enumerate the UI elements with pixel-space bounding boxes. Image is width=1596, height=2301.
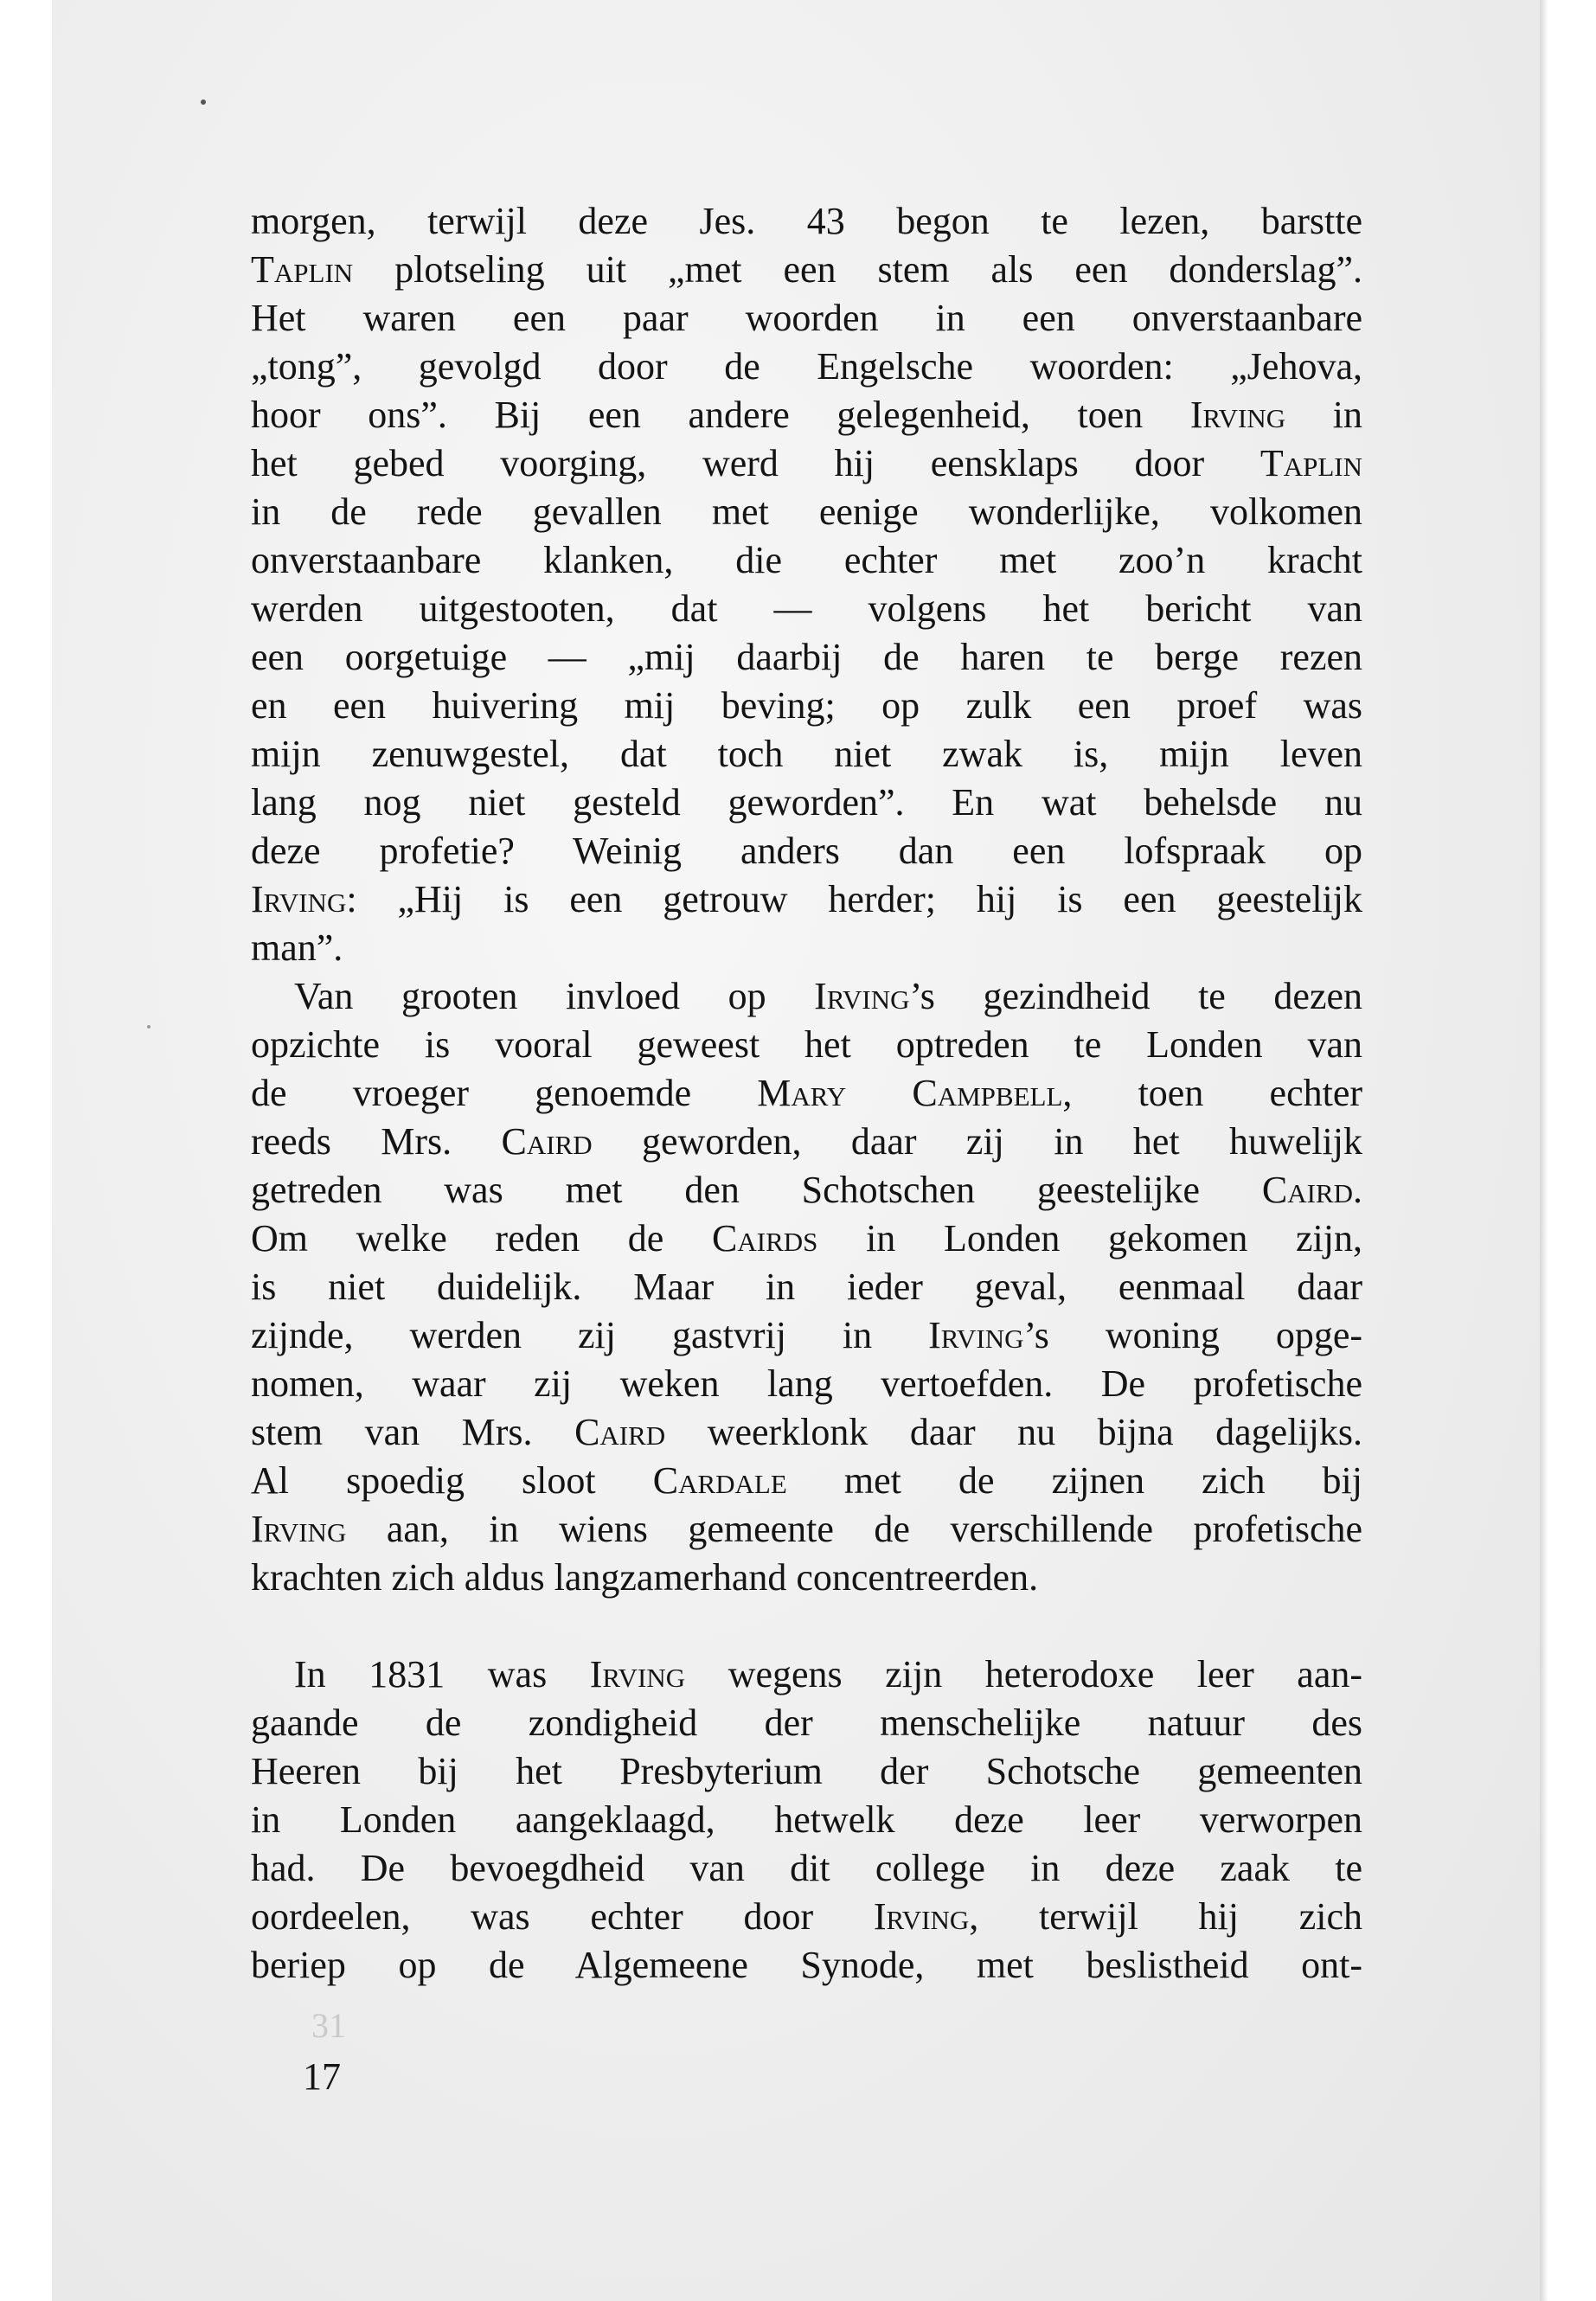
text-line <box>251 1021 1362 1069</box>
text-run: Om welke reden de <box>251 1217 713 1259</box>
text-line <box>251 1166 1362 1215</box>
book-page <box>52 0 1540 2301</box>
text-run: morgen, terwijl deze Jes. 43 begon te lezen, barstte <box>251 200 1362 242</box>
text-run: In 1831 was <box>294 1653 590 1695</box>
text-run: plotseling uit „met een stem als een donderslag”. <box>353 248 1362 291</box>
text-run: is niet duidelijk. Maar in ieder geval, eenmaal daar <box>251 1266 1362 1308</box>
text-run: ’s woning opge- <box>1023 1314 1362 1356</box>
text-line <box>251 439 1362 488</box>
text-run: nomen, waar zij weken lang vertoefden. De profetische <box>251 1362 1362 1405</box>
text-run: lang nog niet gesteld geworden”. En wat behelsde nu <box>251 781 1362 824</box>
text-line <box>251 779 1362 827</box>
text-run: onverstaanbare klanken, die echter met zoo’n kracht <box>251 539 1362 581</box>
text-line <box>251 585 1362 633</box>
text-line <box>251 1408 1362 1457</box>
text-line <box>251 875 1362 924</box>
text-run: Al spoedig sloot <box>251 1459 653 1502</box>
text-line <box>251 488 1362 536</box>
small-caps-name: Taplin <box>1259 442 1362 484</box>
text-line <box>251 197 1362 246</box>
text-run: : „Hij is een getrouw herder; hij is een geestelijk <box>346 878 1362 920</box>
small-caps-name: Irving <box>251 1508 347 1550</box>
text-run: in de rede gevallen met eenige wonderlijke, volkomen <box>251 490 1362 533</box>
text-line <box>251 343 1362 391</box>
text-run: aan, in wiens gemeente de verschillende profetische <box>346 1508 1362 1550</box>
small-caps-name: Caird <box>574 1411 666 1453</box>
text-run: opzichte is vooral geweest het optreden te Londen van <box>251 1023 1362 1066</box>
text-run: Het waren een paar woorden in een onverstaanbare <box>251 297 1362 339</box>
text-line <box>251 391 1362 439</box>
text-line <box>251 1069 1362 1118</box>
page-edge <box>1540 0 1548 2301</box>
small-caps-name: Mary Campbell <box>757 1072 1063 1114</box>
small-caps-name: Caird <box>1261 1169 1353 1211</box>
text-run: ’s gezindheid te dezen <box>909 975 1363 1017</box>
text-line <box>251 1941 1362 1990</box>
text-run: . <box>1353 1169 1362 1211</box>
small-caps-name: Irving <box>814 975 910 1017</box>
text-line <box>251 682 1362 730</box>
text-line <box>251 1554 1362 1602</box>
text-run: zijnde, werden zij gastvrij in <box>251 1314 929 1356</box>
text-run: oordeelen, was echter door <box>251 1895 874 1938</box>
text-line <box>251 1311 1362 1360</box>
text-line <box>251 924 1362 972</box>
ink-speck <box>147 1025 151 1029</box>
text-line <box>251 730 1362 779</box>
small-caps-name: Cardale <box>652 1459 787 1502</box>
text-run: gaande de zondigheid der menschelijke natuur des <box>251 1702 1362 1744</box>
text-run: in Londen aangeklaagd, hetwelk deze leer verworpen <box>251 1798 1362 1841</box>
text-line <box>251 1699 1362 1747</box>
text-run: werden uitgestooten, dat — volgens het bericht van <box>251 587 1362 630</box>
text-run: mijn zenuwgestel, dat toch niet zwak is, mijn leven <box>251 733 1362 775</box>
text-run: geworden, daar zij in het huwelijk <box>592 1120 1362 1163</box>
text-line <box>251 827 1362 875</box>
text-line <box>251 972 1362 1021</box>
text-line <box>251 294 1362 343</box>
small-caps-name: Caird <box>501 1120 593 1163</box>
text-run: getreden was met den Schotschen geestelijke <box>251 1169 1262 1211</box>
text-run: krachten zich aldus langzamerhand concentreerden. <box>251 1556 1039 1599</box>
text-run: reeds Mrs. <box>251 1120 502 1163</box>
paragraph-gap <box>251 1602 1362 1650</box>
text-line <box>251 1118 1362 1166</box>
text-run: wegens zijn heterodoxe leer aan- <box>685 1653 1362 1695</box>
text-run: deze profetie? Weinig anders dan een lofspraak op <box>251 830 1362 872</box>
small-caps-name: Taplin <box>251 248 354 291</box>
text-run: en een huivering mij beving; op zulk een proef was <box>251 684 1362 727</box>
small-caps-name: Irving <box>589 1653 686 1695</box>
faint-margin-mark: 31 <box>311 2006 346 2045</box>
text-run: weerklonk daar nu bijna dagelijks. <box>665 1411 1362 1453</box>
text-run: stem van Mrs. <box>251 1411 575 1453</box>
text-line <box>251 1893 1362 1941</box>
small-caps-name: Irving <box>251 878 347 920</box>
text-run: had. De bevoegdheid van dit college in deze zaak te <box>251 1847 1362 1889</box>
text-line <box>251 633 1362 682</box>
text-run: Van grooten invloed op <box>294 975 815 1017</box>
text-run: , terwijl hij zich <box>969 1895 1363 1938</box>
body-text <box>251 197 1362 1990</box>
text-run: het gebed voorging, werd hij eensklaps door <box>251 442 1260 484</box>
text-line <box>251 1215 1362 1263</box>
text-line <box>251 1360 1362 1408</box>
text-run: een oorgetuige — „mij daarbij de haren te berge rezen <box>251 636 1362 678</box>
text-run: met de zijnen zich bij <box>786 1459 1363 1502</box>
text-line <box>251 1457 1362 1505</box>
text-run: „tong”, gevolgd door de Engelsche woorden: „Jehova, <box>251 345 1362 388</box>
text-line <box>251 1844 1362 1893</box>
text-line <box>251 1796 1362 1844</box>
text-run: in <box>1285 394 1362 436</box>
text-line <box>251 1650 1362 1699</box>
text-run: beriep op de Algemeene Synode, met beslistheid ont- <box>251 1944 1362 1986</box>
text-line <box>251 246 1362 294</box>
text-line <box>251 1263 1362 1311</box>
text-line <box>251 536 1362 585</box>
ink-speck <box>201 99 206 105</box>
small-caps-name: Irving <box>873 1895 970 1938</box>
text-run: hoor ons”. Bij een andere gelegenheid, toen <box>251 394 1190 436</box>
text-line <box>251 1505 1362 1554</box>
text-run: Heeren bij het Presbyterium der Schotsche gemeenten <box>251 1750 1362 1792</box>
page-number: 17 <box>303 2055 341 2098</box>
text-run: de vroeger genoemde <box>251 1072 758 1114</box>
text-run: man”. <box>251 926 343 969</box>
text-line <box>251 1747 1362 1796</box>
small-caps-name: Cairds <box>712 1217 818 1259</box>
text-run: in Londen gekomen zijn, <box>817 1217 1362 1259</box>
small-caps-name: Irving <box>928 1314 1024 1356</box>
text-run: , toen echter <box>1062 1072 1362 1114</box>
small-caps-name: Irving <box>1189 394 1286 436</box>
